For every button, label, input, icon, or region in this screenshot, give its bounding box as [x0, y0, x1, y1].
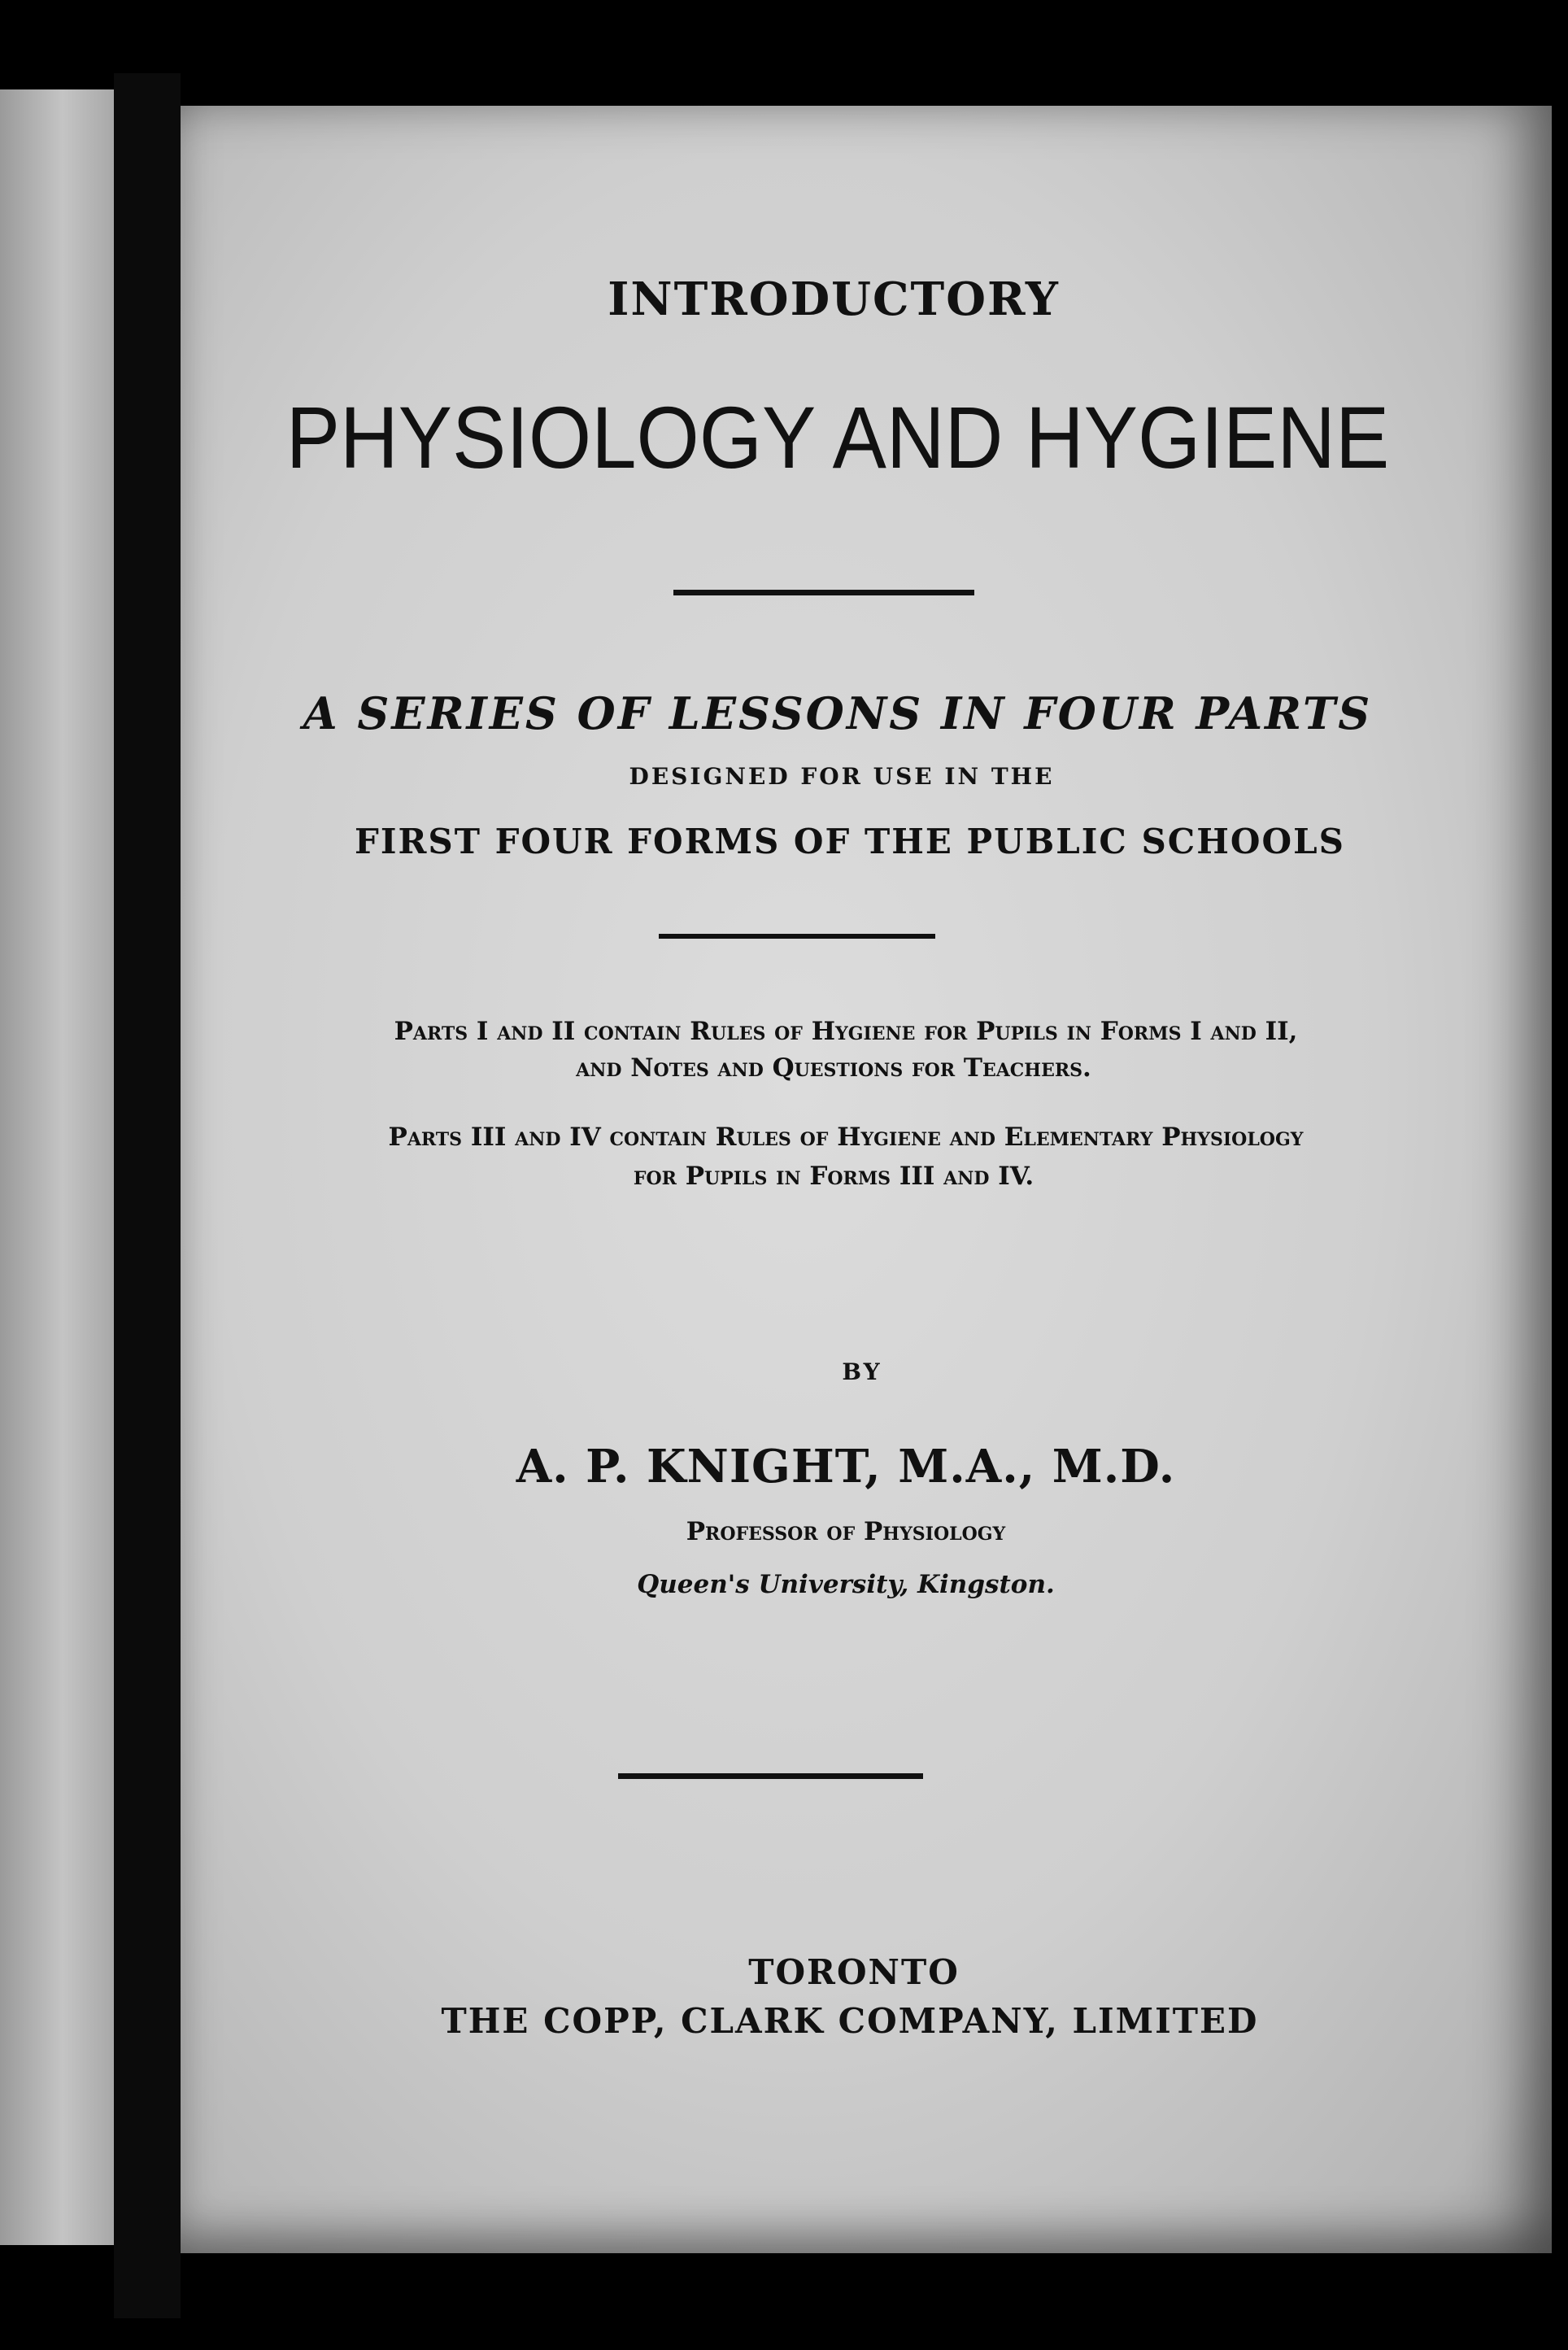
author-rule [618, 1773, 923, 1779]
author-name: A. P. KNIGHT, M.A., M.D. [516, 1440, 1176, 1493]
parts-1-2-line1: Parts I and II contain Rules of Hygiene for Pupils in Forms I and II, [394, 1017, 1298, 1046]
parts-1-2-line2: and Notes and Questions for Teachers. [576, 1053, 1091, 1083]
facing-page-edge [0, 89, 114, 2245]
title-rule [673, 590, 974, 595]
parts-3-4-line2: for Pupils in Forms III and IV. [633, 1162, 1034, 1191]
title-introductory: INTRODUCTORY [608, 272, 1060, 326]
title-page [181, 106, 1552, 2253]
by-label: BY [842, 1358, 882, 1385]
forms-line: FIRST FOUR FORMS OF THE PUBLIC SCHOOLS [355, 822, 1345, 861]
series-subtitle: A SERIES OF LESSONS IN FOUR PARTS [303, 687, 1373, 739]
designed-for-line: DESIGNED FOR USE IN THE [629, 763, 1055, 790]
author-affiliation: Queen's University, Kingston. [637, 1570, 1055, 1599]
publisher-name: THE COPP, CLARK COMPANY, LIMITED [441, 2001, 1259, 2041]
subtitle-rule [659, 934, 935, 939]
author-title: Professor of Physiology [686, 1517, 1006, 1546]
place-toronto: TORONTO [748, 1952, 960, 1992]
main-title: PHYSIOLOGY AND HYGIENE [285, 388, 1390, 486]
parts-3-4-line1: Parts III and IV contain Rules of Hygiene and Elementary Physiology [388, 1123, 1304, 1152]
